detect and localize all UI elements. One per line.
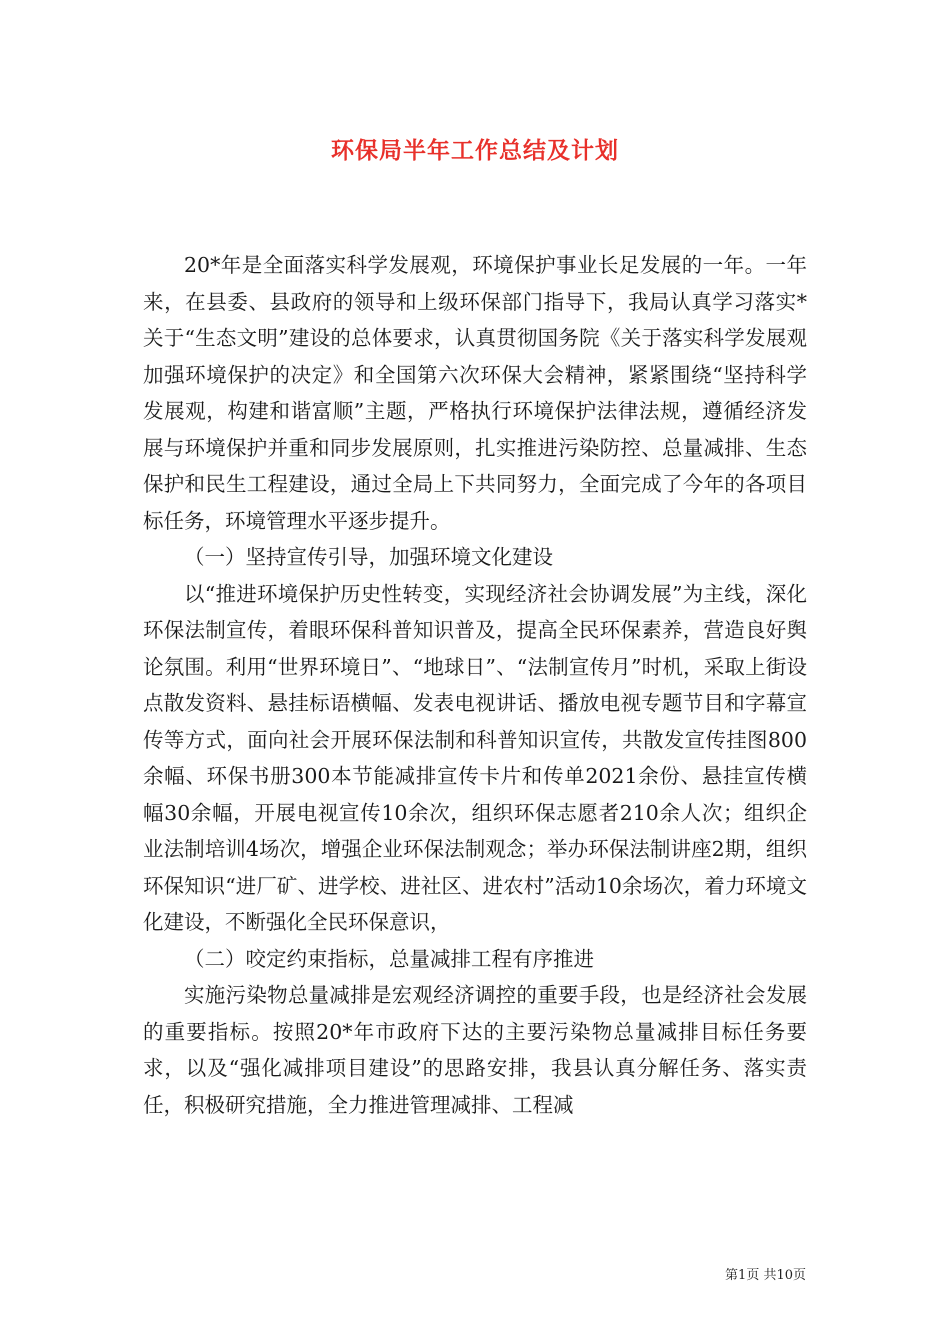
document-body xyxy=(143,247,807,1123)
paragraph-section-1: 以“推进环境保护历史性转变，实现经济社会协调发展”为主线，深化环保法制宣传，着眼环保科普知识普及，提高全民环保素养，营造良好舆论氛围。利用“世界环境日”、“地球日”、“法制宣传月”时机，采取上街设点散发资料、悬挂标语横幅、发表电视讲话、播放电视专题节目和字幕宣传等方式，面向社会开展环保法制和科普知识宣传，共散发宣传挂图800余幅、环保书册300本节能减排宣传卡片和传单2021余份、悬挂宣传横幅30余幅，开展电视宣传10余次，组织环保志愿者210余人次；组织企业法制培训4场次，增强企业环保法制观念；举办环保法制讲座2期，组织环保知识“进厂矿、进学校、进社区、进农村”活动10余场次，着力环境文化建设，不断强化全民环保意识， xyxy=(143,581,807,934)
section-heading-1: （一）坚持宣传引导，加强环境文化建设 xyxy=(184,545,553,569)
paragraph-intro: 20*年是全面落实科学发展观，环境保护事业长足发展的一年。一年来，在县委、县政府的领导和上级环保部门指导下，我局认真学习落实*关于“生态文明”建设的总体要求，认真贯彻国务院《关于落实科学发展观加强环境保护的决定》和全国第六次环保大会精神，紧紧围绕“坚持科学发展观，构建和谐富顺”主题，严格执行环境保护法律法规，遵循经济发展与环境保护并重和同步发展原则，扎实推进污染防控、总量减排、生态保护和民生工程建设，通过全局上下共同努力，全面完成了今年的各项目标任务，环境管理水平逐步提升。 xyxy=(143,253,807,533)
section-heading-2: （二）咬定约束指标，总量减排工程有序推进 xyxy=(184,946,594,971)
page-title: 环保局半年工作总结及计划 xyxy=(331,137,619,164)
page-number-footer: 第1页 共10页 xyxy=(725,1268,806,1283)
paragraph-section-2: 实施污染物总量减排是宏观经济调控的重要手段，也是经济社会发展的重要指标。按照20*年市政府下达的主要污染物总量减排目标任务要求，以及“强化减排项目建设”的思路安排，我县认真分解任务、落实责任，积极研究措施，全力推进管理减排、工程减 xyxy=(143,983,807,1117)
